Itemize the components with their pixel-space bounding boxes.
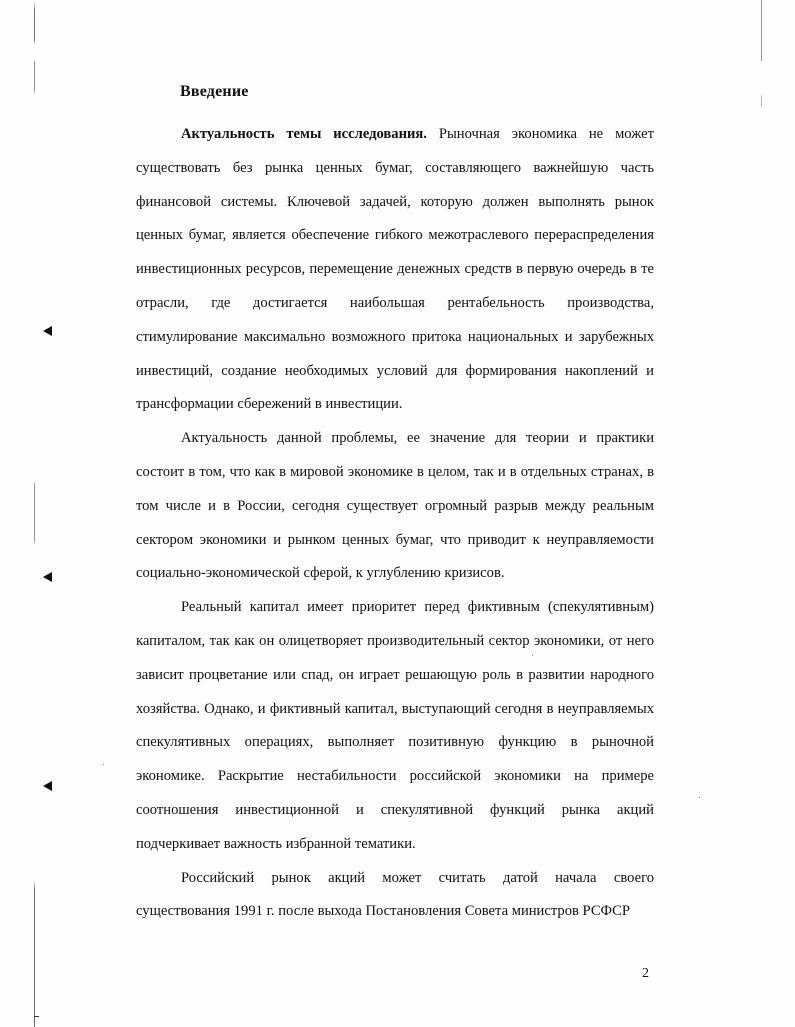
paragraph-text: Российский рынок акций может считать датой начала своего существования 1991 г. после выхода Постановления Совета министров РСФСР xyxy=(136,869,654,920)
section-heading: Введение xyxy=(180,83,249,100)
paragraph-lead: Актуальность темы исследования. xyxy=(181,126,427,142)
body-text xyxy=(136,118,654,929)
paragraph-text: Реальный капитал имеет приоритет перед фиктивным (спекулятивным) капиталом, так как он олицетворяет производительный сектор экономики, от него зависит процветание или спад, он играет решающую роль в развитии народного хозяйства. Однако, и фиктивный капитал, выступающий сегодня в неуправляемых спекулятивных операциях, выполняет позитивную функцию в рыночной экономике. Раскрытие нестабильности российской экономики на примере соотношения инвестиционной и спекулятивной функций рынка акций подчеркивает важность избранной тематики. xyxy=(136,599,654,852)
binder-hole-mark-icon xyxy=(43,326,52,336)
scan-edge-left xyxy=(34,0,35,1027)
binder-hole-mark-icon xyxy=(43,781,52,791)
paragraph xyxy=(136,422,654,591)
paragraph xyxy=(136,591,654,861)
scan-speck xyxy=(699,797,700,798)
scan-corner-mark xyxy=(34,1016,39,1017)
scan-speck xyxy=(103,764,104,765)
scan-edge-right xyxy=(761,0,762,110)
paragraph-text: Рыночная экономика не может существовать без рынка ценных бумаг, составляющего важнейшую часть финансовой системы. Ключевой задачей, которую должен выполнять рынок ценных бумаг, является обеспечение гибкого межотраслевого перераспределения инвестиционных ресурсов, перемещение денежных средств в первую очередь в те отрасли, где достигается наибольшая рентабельность производства, стимулирование максимально возможного притока национальных и зарубежных инвестиций, создание необходимых условий для формирования накоплений и трансформации сбережений в инвестиции. xyxy=(136,126,654,413)
paragraph xyxy=(136,118,654,422)
paragraph xyxy=(136,862,654,930)
binder-hole-mark-icon xyxy=(43,572,52,582)
paragraph-text: Актуальность данной проблемы, ее значение для теории и практики состоит в том, что как в мировой экономике в целом, так и в отдельных странах, в том числе и в России, сегодня существует огромный разрыв между реальным сектором экономики и рынком ценных бумаг, что приводит к неуправляемости социально-экономической сферой, к углублению кризисов. xyxy=(136,430,654,582)
page-number: 2 xyxy=(642,966,649,981)
